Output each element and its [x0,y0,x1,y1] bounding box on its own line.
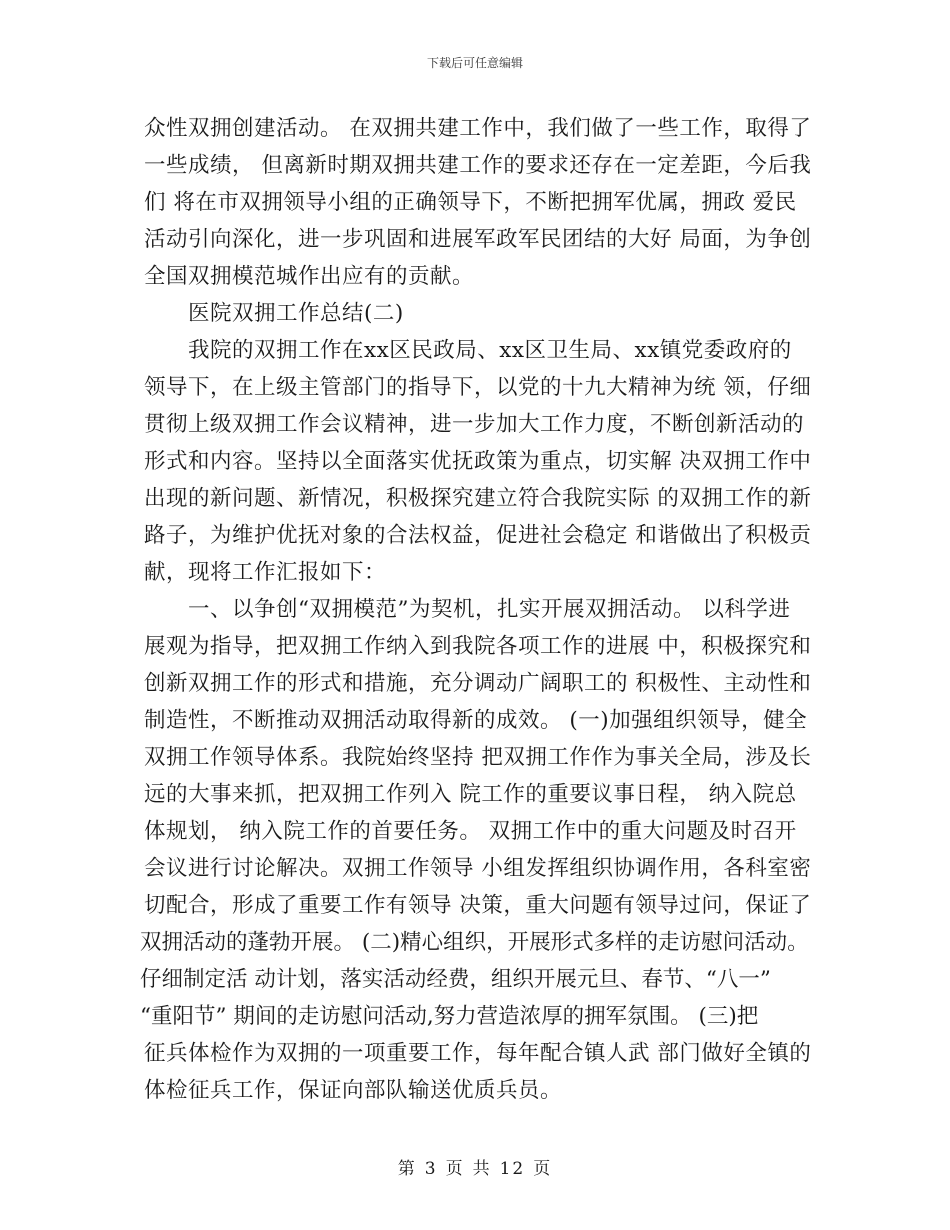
text-line: 创新双拥工作的形式和措施，充分调动广阔职工的 积极性、主动性和 [144,671,812,696]
text-line: 全国双拥模范城作出应有的贡献。 [144,264,475,289]
text-line: 活动引向深化，进一步巩固和进展军政军民团结的大好 局面，为争创 [144,227,812,252]
text-line: 一、以争创“双拥模范”为契机，扎实开展双拥活动。 以科学进 [188,597,791,622]
text-line: 献，现将工作汇报如下： [144,560,387,585]
text-line: 我院的双拥工作在xx区民政局、xx区卫生局、xx镇党委政府的 [188,338,792,363]
total-pages: 12 [499,1159,526,1179]
footer-suffix: 页 [533,1159,553,1179]
text-line: 一些成绩， 但离新时期双拥共建工作的要求还存在一定差距，今后我 [144,153,812,178]
text-line: 众性双拥创建活动。 在双拥共建工作中，我们做了一些工作，取得了 [144,116,812,141]
text-line: 征兵体检作为双拥的一项重要工作，每年配合镇人武 部门做好全镇的 [144,1041,812,1066]
text-line: 体检征兵工作，保证向部队输送优质兵员。 [144,1078,563,1103]
text-line: 出现的新问题、新情况，积极探究建立符合我院实际 的双拥工作的新 [144,486,812,511]
text-line: 双拥活动的蓬勃开展。 (二)精心组织，开展形式多样的走访慰问活动。 [140,930,809,955]
text-line: 体规划， 纳入院工作的首要任务。 双拥工作中的重大问题及时召开 [144,819,797,844]
text-line: 仔细制定活 动计划，落实活动经费，组织开展元旦、春节、“八一” [140,967,771,992]
text-line: 展观为指导，把双拥工作纳入到我院各项工作的进展 中，积极探究和 [144,634,812,659]
text-line: 路子，为维护优抚对象的合法权益，促进社会稳定 和谐做出了积极贡 [144,523,812,548]
text-line: “重阳节” 期间的走访慰问活动,努力营造浓厚的拥军氛围。 (三)把 [140,1004,759,1029]
page-number: 3 [424,1159,438,1179]
footer-prefix: 第 [397,1159,417,1179]
text-line: 制造性，不断推动双拥活动取得新的成效。 (一)加强组织领导，健全 [144,708,808,733]
footer-total-prefix: 共 [472,1159,492,1179]
text-line: 们 将在市双拥领导小组的正确领导下，不断把拥军优属，拥政 爱民 [144,190,797,215]
text-line: 双拥工作领导体系。我院始终坚持 把双拥工作作为事关全局，涉及长 [144,745,812,770]
text-line: 远的大事来抓，把双拥工作列入 院工作的重要议事日程， 纳入院总 [144,782,797,807]
text-line: 形式和内容。坚持以全面落实优抚政策为重点，切实解 决双拥工作中 [144,449,812,474]
text-line: 贯彻上级双拥工作会议精神，进一步加大工作力度，不断创新活动的 [144,412,805,437]
text-line: 会议进行讨论解决。双拥工作领导 小组发挥组织协调作用，各科室密 [144,856,812,881]
section-heading: 医院双拥工作总结(二) [188,301,404,326]
footer-middle: 页 [445,1159,465,1179]
text-line: 领导下，在上级主管部门的指导下，以党的十九大精神为统 领，仔细 [144,375,812,400]
page-header: 下载后可任意编辑 [426,56,523,70]
page-footer [0,1154,950,1179]
document-body [140,110,816,1109]
text-line: 切配合，形成了重要工作有领导 决策，重大问题有领导过问，保证了 [144,893,812,918]
